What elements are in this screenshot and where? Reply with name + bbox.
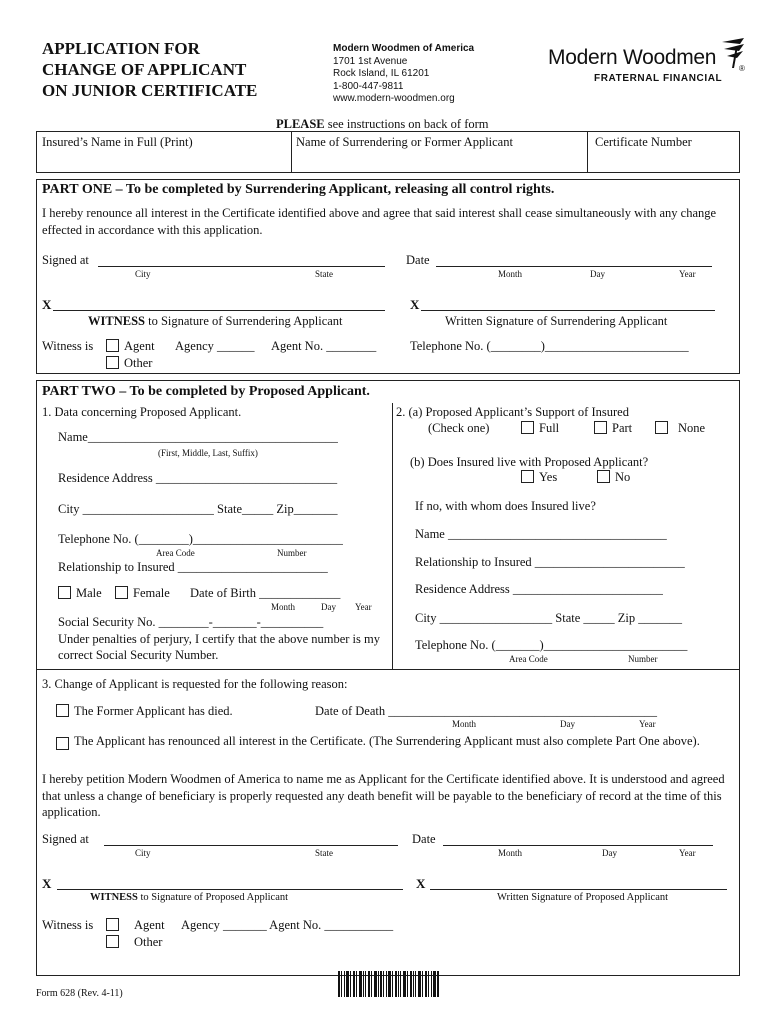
logo-registered: ® (739, 64, 745, 73)
org-name: Modern Woodmen of America (333, 43, 475, 54)
other-label: Other (134, 935, 163, 949)
renounced-label: The Applicant has renounced all interest in the Certificate. (The Surrendering Applicant must also complete Part One above). (74, 734, 700, 748)
dod-day-caption: Day (560, 719, 575, 729)
no-checkbox[interactable] (597, 470, 610, 483)
former-applicant-field[interactable]: Name of Surrendering or Former Applicant (296, 135, 513, 149)
certificate-number-field[interactable]: Certificate Number (595, 135, 692, 149)
logo-main: Modern Woodmen (548, 46, 717, 69)
day-caption: Day (590, 269, 605, 279)
x-mark: X (42, 876, 52, 891)
none-option[interactable] (655, 421, 705, 436)
no-option[interactable] (597, 470, 630, 485)
perjury-statement: Under penalties of perjury, I certify that the above number is my correct Social Security Number. (58, 632, 380, 662)
year-caption: Year (679, 269, 696, 279)
logo-sub: FRATERNAL FINANCIAL (594, 73, 723, 84)
live-question: (b) Does Insured live with Proposed Applicant? (410, 455, 649, 469)
signed-at-label: Signed at (42, 832, 89, 846)
r-relationship-field[interactable]: Relationship to Insured ________________________ (415, 555, 685, 569)
agent-checkbox[interactable] (106, 918, 119, 931)
no-label: No (615, 470, 631, 484)
ssn-field[interactable]: Social Security No. ________-_______-__________ (58, 615, 324, 629)
other-label: Other (124, 356, 153, 370)
website: www.modern-woodmen.org (333, 93, 455, 104)
date-label: Date (412, 832, 436, 846)
form-number: Form 628 (Rev. 4-11) (36, 988, 123, 999)
part-one-statement: I hereby renounce all interest in the Certificate identified above and agree that said interest shall cease simultaneously with any change effected in accordance with this application. (42, 206, 717, 237)
part-checkbox[interactable] (594, 421, 607, 434)
r-residence-field[interactable]: Residence Address ________________________ (415, 582, 663, 596)
x-mark: X (416, 876, 426, 891)
applicant-signature-line[interactable] (430, 889, 727, 890)
agency-field[interactable]: Agency ______ (175, 339, 255, 353)
female-checkbox[interactable] (115, 586, 128, 599)
male-label: Male (76, 586, 102, 600)
agent-option[interactable] (106, 918, 165, 933)
logo (548, 36, 748, 88)
female-label: Female (133, 586, 170, 600)
former-died-option[interactable] (56, 704, 233, 719)
day-caption: Day (602, 848, 617, 858)
date-line[interactable] (443, 845, 713, 846)
city-state-zip-field[interactable]: City _____________________ State_____ Zip_______ (58, 502, 338, 516)
number-caption: Number (277, 548, 307, 558)
none-checkbox[interactable] (655, 421, 668, 434)
other-checkbox[interactable] (106, 356, 119, 369)
female-option[interactable] (115, 586, 170, 601)
year-caption: Year (679, 848, 696, 858)
witness-bold: WITNESS (90, 892, 138, 903)
dod-year-caption: Year (639, 719, 656, 729)
applicant-signature-line[interactable] (421, 310, 715, 311)
dod-month-caption: Month (452, 719, 477, 729)
x-mark: X (42, 297, 52, 312)
org-address (333, 43, 474, 106)
dob-day-caption: Day (321, 602, 336, 612)
title-line: APPLICATION FOR (42, 39, 200, 58)
signed-at-line[interactable] (98, 266, 385, 267)
written-signature-caption: Written Signature of Proposed Applicant (497, 892, 669, 903)
other-option[interactable] (106, 356, 152, 371)
reason-question: 3. Change of Applicant is requested for the following reason: (42, 677, 348, 691)
part-two-heading: PART TWO – To be completed by Proposed Applicant. (42, 384, 370, 399)
state-caption: State (315, 848, 333, 858)
r-name-field[interactable]: Name ___________________________________ (415, 527, 667, 541)
telephone-field[interactable]: Telephone No. (________)________________________ (58, 532, 343, 546)
tree-logo-icon (718, 36, 746, 70)
witness-signature-line[interactable] (57, 889, 403, 890)
witness-rest: to Signature of Proposed Applicant (137, 892, 289, 903)
dob-year-caption: Year (355, 602, 372, 612)
other-option[interactable] (106, 935, 162, 950)
date-label: Date (406, 253, 430, 267)
address-line: 1701 1st Avenue (333, 55, 408, 67)
data-concerning-label: 1. Data concerning Proposed Applicant. (42, 405, 242, 419)
male-option[interactable] (58, 586, 102, 601)
yes-label: Yes (539, 470, 558, 484)
part-one-heading: PART ONE – To be completed by Surrendering Applicant, releasing all control rights. (42, 182, 555, 197)
witness-bold: WITNESS (88, 314, 145, 328)
written-signature-caption: Written Signature of Surrendering Applicant (445, 314, 668, 328)
witness-rest: to Signature of Surrendering Applicant (144, 314, 343, 328)
if-no-question: If no, with whom does Insured live? (415, 499, 596, 513)
relationship-field[interactable]: Relationship to Insured ________________________ (58, 560, 328, 574)
instructions-bold: PLEASE (276, 117, 325, 131)
instructions-rest: see instructions on back of form (324, 117, 489, 131)
r-city-field[interactable]: City __________________ State _____ Zip _______ (415, 611, 683, 625)
title-line: ON JUNIOR CERTIFICATE (42, 81, 258, 100)
title-line: CHANGE OF APPLICANT (42, 60, 247, 79)
address-line: Rock Island, IL 61201 (333, 68, 430, 79)
form-title (42, 38, 257, 101)
yes-checkbox[interactable] (521, 470, 534, 483)
former-died-label: The Former Applicant has died. (74, 704, 233, 718)
telephone-field[interactable]: Telephone No. (________)_______________________ (410, 339, 689, 353)
former-died-checkbox[interactable] (56, 704, 69, 717)
name-hint: (First, Middle, Last, Suffix) (158, 448, 258, 458)
part-label: Part (612, 421, 633, 435)
agent-checkbox[interactable] (106, 339, 119, 352)
area-code-caption: Area Code (156, 548, 195, 558)
check-one-label: (Check one) (428, 421, 490, 435)
city-caption: City (135, 848, 151, 858)
agent-option[interactable] (106, 339, 155, 354)
residence-field[interactable]: Residence Address _____________________________ (58, 471, 338, 485)
month-caption: Month (498, 848, 523, 858)
dob-month-caption: Month (271, 602, 296, 612)
instructions-note (276, 117, 489, 132)
witness-caption (90, 892, 288, 903)
witness-is-label: Witness is (42, 339, 94, 353)
signed-at-label: Signed at (42, 253, 89, 267)
full-option[interactable] (521, 421, 559, 436)
barcode-icon (338, 971, 440, 997)
city-caption: City (135, 269, 151, 279)
witness-is-label: Witness is (42, 918, 94, 932)
part-option[interactable] (594, 421, 632, 436)
month-caption: Month (498, 269, 523, 279)
full-label: Full (539, 421, 560, 435)
phone: 1-800-447-9811 (333, 80, 404, 92)
dob-field[interactable]: Date of Birth _____________ (190, 586, 341, 600)
name-field[interactable]: Name________________________________________ (58, 430, 338, 444)
agent-no-field[interactable]: Agent No. ________ (271, 339, 377, 353)
petition-statement: I hereby petition Modern Woodmen of America to name me as Applicant for the Certificate identified above. It is understood and agreed that unless a change of beneficiary is properly requested any death benefit will be payable to the beneficiary of record at the time of this application. (42, 772, 725, 819)
signed-at-line[interactable] (104, 845, 398, 846)
full-checkbox[interactable] (521, 421, 534, 434)
witness-signature-line[interactable] (53, 310, 385, 311)
r-area-code-caption: Area Code (509, 654, 548, 664)
witness-caption (88, 314, 343, 329)
renounced-checkbox[interactable] (56, 737, 69, 750)
date-line[interactable] (436, 266, 712, 267)
male-checkbox[interactable] (58, 586, 71, 599)
r-number-caption: Number (628, 654, 658, 664)
state-caption: State (315, 269, 333, 279)
other-checkbox[interactable] (106, 935, 119, 948)
r-telephone-field[interactable]: Telephone No. (_______)_______________________ (415, 638, 688, 652)
agent-label: Agent (124, 339, 155, 353)
yes-option[interactable] (521, 470, 557, 485)
insured-name-field[interactable]: Insured’s Name in Full (Print) (42, 135, 193, 149)
agent-label: Agent (134, 918, 165, 932)
support-question: 2. (a) Proposed Applicant’s Support of Insured (396, 405, 629, 419)
x-mark: X (410, 297, 420, 312)
none-label: None (678, 421, 706, 435)
agency-agent-no-field[interactable]: Agency _______ Agent No. ___________ (181, 918, 394, 932)
date-of-death-field[interactable]: Date of Death ___________________________________________ (315, 704, 657, 718)
